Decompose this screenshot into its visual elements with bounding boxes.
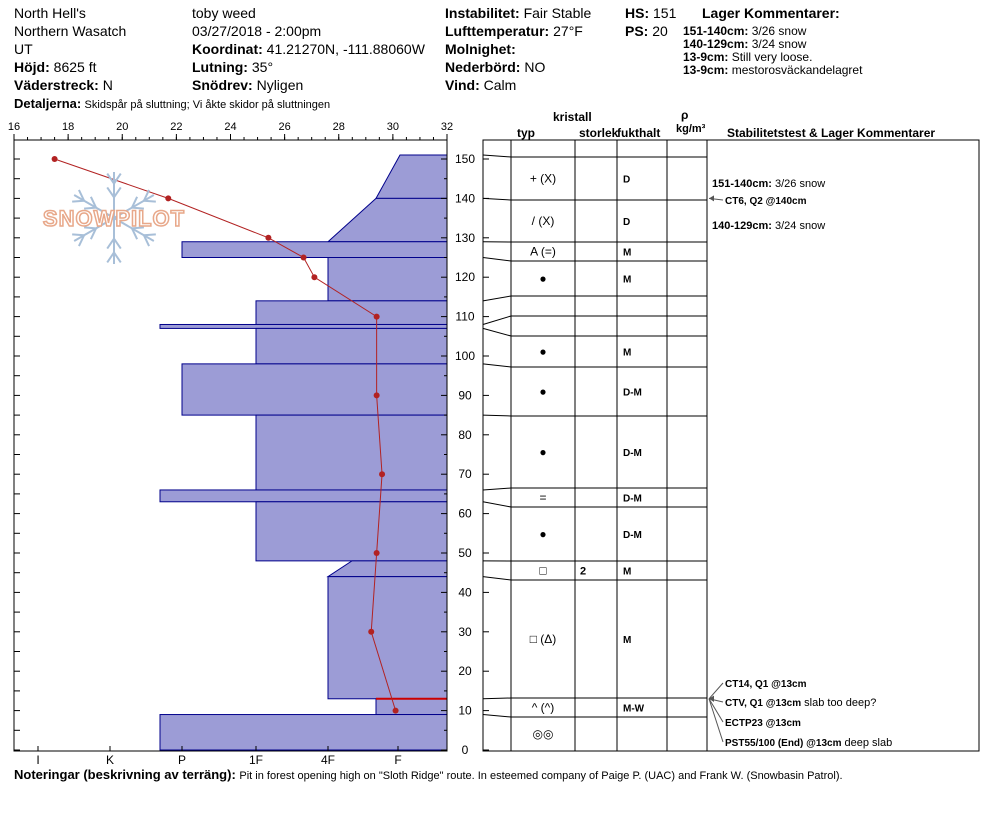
hardness-bar xyxy=(182,242,447,258)
height-tick-label: 0 xyxy=(461,743,469,757)
temperature-point xyxy=(301,255,307,261)
hardness-bar xyxy=(328,258,447,301)
layer-connector xyxy=(483,198,511,200)
layer-comment-range: 140-129cm: xyxy=(683,37,749,51)
stability-comment-label: 140-129cm: xyxy=(712,220,772,232)
layer-wetness: D-M xyxy=(623,493,642,505)
layer-comment-text: 3/24 snow xyxy=(751,37,807,51)
layer-grain: A (=) xyxy=(530,244,556,259)
snowflake-branch xyxy=(72,234,84,235)
ps-label: PS: xyxy=(625,23,649,39)
comment-pointer xyxy=(709,699,723,722)
hardness-tick-label: 1F xyxy=(248,753,264,767)
layer-grain: = xyxy=(539,490,547,505)
hardness-bar xyxy=(256,415,447,490)
layer-wetness: D-M xyxy=(623,448,642,459)
snowflake-branch xyxy=(107,174,114,184)
datetime: 03/27/2018 - 2:00pm xyxy=(192,23,322,39)
layer-connector xyxy=(483,715,511,717)
layer-wetness: D xyxy=(623,217,631,228)
height-tick-label: 150 xyxy=(454,152,476,166)
drift-label: Snödrev: xyxy=(192,77,253,93)
layer-wetness: M-W xyxy=(623,703,645,715)
temperature-point xyxy=(368,629,374,635)
stability-comment-value: 3/26 snow xyxy=(771,178,826,190)
temperature-point xyxy=(374,392,380,398)
hardness-bar xyxy=(328,198,447,241)
stability-comment-label: CT14, Q1 @13cm xyxy=(725,679,807,690)
layer-size: 2 xyxy=(579,565,587,578)
stability-comment xyxy=(725,679,807,690)
state: UT xyxy=(14,41,33,57)
airtemp-label: Lufttemperatur: xyxy=(445,23,550,39)
notes-label: Noteringar (beskrivning av terräng): xyxy=(14,767,236,782)
layer-wetness: M xyxy=(623,635,632,646)
layer-grain: ● xyxy=(539,271,547,286)
stability-comment-label: 151-140cm: xyxy=(712,178,772,190)
layer-comment-range: 13-9cm: xyxy=(683,50,729,64)
hardness-tick-label: 4F xyxy=(320,753,336,767)
temp-tick-label: 26 xyxy=(278,121,291,133)
temp-tick-label: 16 xyxy=(7,121,21,133)
layer-connector xyxy=(483,415,511,416)
col-typ: typ xyxy=(517,126,535,140)
snowflake-branch xyxy=(114,253,121,263)
hardness-bar xyxy=(376,155,447,198)
hardness-bar xyxy=(182,364,447,415)
snowflake-branch xyxy=(114,239,121,249)
stability-value: Fair Stable xyxy=(523,5,592,21)
layer-wetness: M xyxy=(623,566,632,578)
col-kristall: kristall xyxy=(553,110,592,124)
airtemp-value: 27°F xyxy=(553,23,583,39)
stability-comment-label: CTV, Q1 @13cm xyxy=(725,698,802,709)
snowflake-branch xyxy=(107,253,114,263)
layer-comment-range: 151-140cm: xyxy=(683,24,749,38)
temperature-point xyxy=(374,314,380,320)
layer-connector xyxy=(483,698,511,699)
stability-comment xyxy=(725,737,892,749)
height-tick-label: 20 xyxy=(458,664,472,679)
height-tick-label: 30 xyxy=(458,624,472,639)
hardness-bar xyxy=(160,324,447,328)
height-tick-label: 50 xyxy=(458,546,472,560)
location: North Hell's xyxy=(14,5,86,21)
hardness-bar xyxy=(328,577,447,699)
layer-grain: ● xyxy=(539,384,547,399)
height-tick-label: 40 xyxy=(458,585,472,600)
col-rho: ρ xyxy=(681,108,689,122)
stability-comment xyxy=(712,178,825,190)
stability-comment xyxy=(712,220,825,232)
stability-comment-value: 3/24 snow xyxy=(771,220,826,232)
layer-connector xyxy=(483,296,511,301)
layer-comment-text: 3/26 snow xyxy=(751,24,807,38)
hardness-bar xyxy=(256,502,447,561)
layer-grain: ● xyxy=(539,445,547,459)
layer-connector xyxy=(483,577,511,580)
details-value: Skidspår på sluttning; Vi åkte skidor på sluttningen xyxy=(84,99,331,111)
wind-value: Calm xyxy=(483,77,517,93)
layer-wetness: D xyxy=(623,174,631,186)
snowpilot-logo xyxy=(43,172,185,264)
temperature-point xyxy=(52,156,58,162)
temp-tick-label: 22 xyxy=(170,121,183,133)
layer-wetness: D-M xyxy=(623,530,642,541)
hardness-bar xyxy=(376,699,447,715)
hardness-bar xyxy=(256,301,447,325)
layer-table xyxy=(483,140,979,751)
temperature-point xyxy=(265,235,271,241)
temperature-point xyxy=(165,195,171,201)
height-tick-label: 120 xyxy=(454,270,476,285)
temp-tick-label: 32 xyxy=(440,121,454,133)
height-tick-label: 90 xyxy=(458,388,472,403)
height-tick-label: 60 xyxy=(458,506,472,521)
col-fukthalt: fukthalt xyxy=(617,126,661,140)
comment-arrowhead xyxy=(709,195,714,201)
notes-value: Pit in forest opening high on "Sloth Ridge" route. In esteemed company of Paige P. (UAC) and Frank W. (Snowbasin Patrol). xyxy=(239,770,843,782)
height-tick-label: 110 xyxy=(455,309,475,324)
snowflake-branch xyxy=(144,234,156,235)
temperature-point xyxy=(393,708,399,714)
drift-value: Nyligen xyxy=(256,77,304,93)
stability-comment xyxy=(725,196,807,207)
stability-comment-value: slab too deep? xyxy=(801,697,877,709)
col-stab: Stabilitetstest & Lager Kommentarer xyxy=(727,126,936,140)
layer-grain: / (X) xyxy=(531,214,555,228)
precip-label: Nederbörd: xyxy=(445,59,521,75)
ps-value: 20 xyxy=(652,23,668,39)
height-tick-label: 70 xyxy=(458,467,472,482)
snowflake-branch xyxy=(107,187,114,197)
height-tick-label: 130 xyxy=(454,230,476,245)
hardness-tick-label: F xyxy=(394,753,402,767)
layer-grain: □ (Δ) xyxy=(529,632,557,646)
layer-comments-title: Lager Kommentarer: xyxy=(702,5,840,21)
temperature-point xyxy=(379,471,385,477)
layer-connector xyxy=(483,155,511,157)
aspect-label: Väderstreck: xyxy=(14,77,99,93)
precip-value: NO xyxy=(524,59,546,75)
comment-pointer xyxy=(709,699,723,742)
temp-tick-label: 28 xyxy=(332,121,345,133)
layer-connector xyxy=(483,258,511,262)
layer-comment-text: Still very loose. xyxy=(731,50,813,64)
notes xyxy=(14,768,843,782)
hs-value: 151 xyxy=(653,5,677,21)
layer-wetness: M xyxy=(623,274,632,286)
height-tick-label: 140 xyxy=(454,191,476,206)
stability-comment xyxy=(725,718,801,729)
snowflake-branch xyxy=(72,201,84,202)
layer-grain: ◎◎ xyxy=(532,727,554,741)
height-tick-label: 80 xyxy=(458,427,472,442)
layer-connector xyxy=(483,488,511,490)
coord-value: 41.21270N, -111.88060W xyxy=(266,41,425,57)
snowflake-branch xyxy=(144,201,156,202)
hardness-tick-label: P xyxy=(177,753,187,767)
layer-connector xyxy=(483,502,511,507)
hardness-bar xyxy=(328,561,447,577)
snowflake-branch xyxy=(107,239,114,249)
hardness-bar xyxy=(256,328,447,363)
layer-grain: ● xyxy=(539,344,547,359)
layer-wetness: M xyxy=(623,247,632,259)
temp-tick-label: 24 xyxy=(224,121,237,133)
details-label: Detaljerna: xyxy=(14,96,82,111)
layer-connector xyxy=(483,328,511,336)
hardness-tick-label: I xyxy=(36,753,40,767)
stability-label: Instabilitet: xyxy=(445,5,520,21)
height-tick-label: 100 xyxy=(454,349,476,363)
stability-comment-value: deep slab xyxy=(841,737,893,749)
slope-label: Lutning: xyxy=(192,59,248,75)
temperature-point xyxy=(374,550,380,556)
elevation-value: 8625 ft xyxy=(53,59,97,75)
stability-comment-label: ECTP23 @13cm xyxy=(725,718,801,729)
stability-comment xyxy=(725,697,876,709)
height-tick-label: 10 xyxy=(458,703,472,718)
coord-label: Koordinat: xyxy=(192,41,263,57)
layer-comment-text: mestorosväckandelagret xyxy=(731,63,863,77)
temp-tick-label: 30 xyxy=(386,121,399,133)
elevation-label: Höjd: xyxy=(14,59,50,75)
comment-pointer xyxy=(709,683,723,699)
layer-grain: + (X) xyxy=(529,171,557,186)
col-storlek: storlek xyxy=(579,126,619,140)
temp-tick-label: 20 xyxy=(116,121,129,133)
layer-wetness: M xyxy=(623,347,632,359)
temperature-point xyxy=(311,274,317,280)
wind-label: Vind: xyxy=(445,77,480,93)
col-density-unit: kg/m³ xyxy=(676,123,706,135)
sky-label: Molnighet: xyxy=(445,41,516,57)
logo-text: SNOWPILOT xyxy=(42,206,186,231)
stability-comment-label: CT6, Q2 @140cm xyxy=(725,196,807,207)
observer: toby weed xyxy=(192,5,256,21)
stability-comment-label: PST55/100 (End) @13cm xyxy=(725,738,842,749)
slope-value: 35° xyxy=(251,59,274,75)
aspect-value: N xyxy=(102,77,113,93)
layer-connector xyxy=(483,364,511,367)
hardness-bar xyxy=(160,490,447,502)
hs-label: HS: xyxy=(625,5,650,21)
layer-connector xyxy=(483,316,511,324)
layer-grain: ● xyxy=(539,527,547,541)
range: Northern Wasatch xyxy=(14,23,127,39)
layer-wetness: D-M xyxy=(623,387,642,399)
hardness-tick-label: K xyxy=(105,753,115,767)
temp-tick-label: 18 xyxy=(62,121,75,133)
layer-comment-range: 13-9cm: xyxy=(683,63,729,77)
hardness-profile xyxy=(160,155,447,750)
layer-grain: □ xyxy=(539,563,547,578)
layer-grain: ^ (^) xyxy=(531,700,555,715)
snowflake-branch xyxy=(114,187,121,197)
hardness-bar xyxy=(160,715,447,750)
